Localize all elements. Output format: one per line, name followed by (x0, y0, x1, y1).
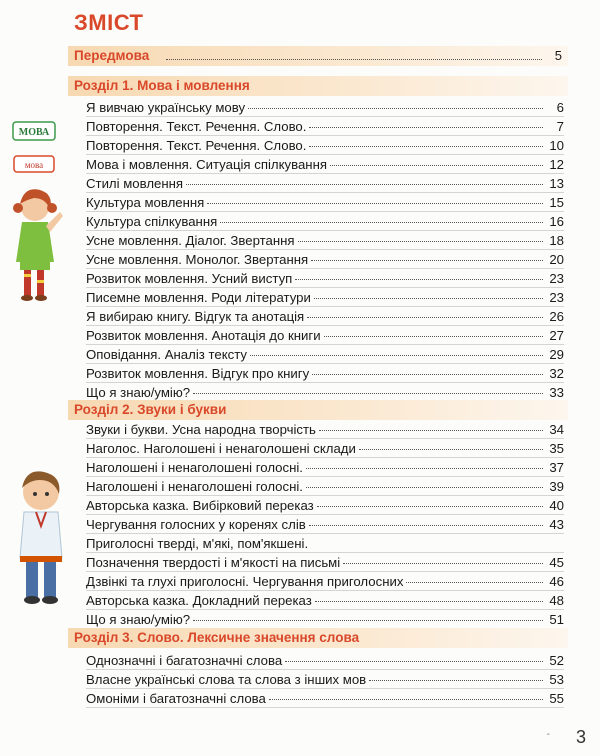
toc-entry[interactable] (86, 326, 564, 345)
toc-entry-leader (220, 222, 543, 223)
section-3-heading-bar[interactable] (68, 628, 568, 648)
preface-page: 5 (554, 48, 562, 63)
toc-entry[interactable] (86, 250, 564, 269)
toc-entry-page: 39 (549, 479, 564, 494)
toc-entry-page: 53 (549, 672, 564, 687)
toc-entry[interactable] (86, 458, 564, 477)
toc-entry-page: 52 (549, 653, 564, 668)
toc-entry-page: 40 (549, 498, 564, 513)
toc-entry-page: 23 (549, 271, 564, 286)
toc-entry-page: 29 (549, 347, 564, 362)
toc-entry[interactable] (86, 345, 564, 364)
toc-entry-title: Культура спілкування (86, 214, 218, 229)
toc-entry-title: Звуки і букви. Усна народна творчість (86, 422, 316, 437)
page-title: ЗМІСТ (74, 10, 144, 35)
toc-entry-page: 15 (549, 195, 564, 210)
toc-entry-page: 37 (549, 460, 564, 475)
toc-entry-title: Приголосні тверді, м'які, пом'якшені. (86, 536, 309, 551)
toc-entry-page: 43 (549, 517, 564, 532)
toc-entry-title: Що я знаю/умію? (86, 612, 191, 627)
toc-entry[interactable] (86, 136, 564, 155)
section-1-heading-bar[interactable] (68, 76, 568, 96)
toc-entry-leader (330, 165, 543, 166)
toc-entry-title: Наголос. Наголошені і ненаголошені склади (86, 441, 356, 456)
toc-entry-title: Власне українські слова та слова з інших мов (86, 672, 367, 687)
toc-entry-page: 27 (549, 328, 564, 343)
speech-bubble-1-text: МОВА (18, 127, 50, 138)
toc-entry-page: 13 (549, 176, 564, 191)
toc-entry-title: Розвиток мовлення. Відгук про книгу (86, 366, 310, 381)
toc-entry-leader (306, 487, 543, 488)
toc-entry-leader (359, 449, 543, 450)
section-1-list (86, 98, 564, 402)
toc-entry-title: Усне мовлення. Монолог. Звертання (86, 252, 309, 267)
boy-illustration (6, 466, 76, 606)
toc-entry-title: Мова і мовлення. Ситуація спілкування (86, 157, 327, 172)
toc-entry-leader (315, 601, 543, 602)
toc-entry[interactable] (86, 591, 564, 610)
toc-entry-title: Стилі мовлення (86, 176, 184, 191)
toc-entry-title: Однозначні і багатозначні слова (86, 653, 283, 668)
toc-entry[interactable] (86, 553, 564, 572)
toc-entry[interactable] (86, 477, 564, 496)
toc-entry-leader (186, 184, 543, 185)
speech-bubble-2-text: мова (24, 160, 44, 170)
toc-entry[interactable] (86, 515, 564, 534)
toc-entry-page: 33 (549, 385, 564, 400)
toc-entry-title: Що я знаю/умію? (86, 385, 191, 400)
toc-entry-title: Розвиток мовлення. Усний виступ (86, 271, 293, 286)
toc-entry-leader (309, 525, 543, 526)
toc-entry-page: 16 (549, 214, 564, 229)
toc-entry[interactable] (86, 364, 564, 383)
toc-entry-title: Наголошені і ненаголошені голосні. (86, 460, 303, 475)
toc-entry-title: Писемне мовлення. Роди літератури (86, 290, 311, 305)
toc-entry-leader (324, 336, 543, 337)
toc-entry-page: 51 (549, 612, 564, 627)
toc-entry-page: 18 (549, 233, 564, 248)
toc-entry[interactable] (86, 651, 564, 670)
toc-entry-page: 34 (549, 422, 564, 437)
section-2-heading-bar[interactable] (68, 400, 568, 420)
toc-entry-title: Культура мовлення (86, 195, 205, 210)
toc-entry[interactable] (86, 496, 564, 515)
toc-entry-leader (309, 146, 543, 147)
toc-entry-leader (312, 374, 543, 375)
page-number: 3 (575, 727, 586, 747)
toc-entry-leader (317, 506, 543, 507)
toc-entry-title: Повторення. Текст. Речення. Слово. (86, 138, 307, 153)
toc-entry-page: 46 (549, 574, 564, 589)
toc-entry-leader (193, 620, 543, 621)
toc-entry-title: Чергування голосних у коренях слів (86, 517, 306, 532)
toc-entry-leader (307, 317, 543, 318)
toc-entry[interactable] (86, 420, 564, 439)
toc-entry-title: Оповідання. Аналіз тексту (86, 347, 247, 362)
toc-entry-page: 32 (549, 366, 564, 381)
toc-entry-title: Розвиток мовлення. Анотація до книги (86, 328, 321, 343)
preface-dots (166, 59, 542, 60)
corner-mark: - (546, 729, 550, 740)
toc-entry-page: 12 (549, 157, 564, 172)
toc-entry-page: 55 (549, 691, 564, 706)
toc-entry[interactable] (86, 670, 564, 689)
toc-entry[interactable] (86, 269, 564, 288)
toc-entry-title: Дзвінкі та глухі приголосні. Чергування приголосних (86, 574, 404, 589)
toc-entry[interactable] (86, 98, 564, 117)
toc-entry-leader (319, 430, 543, 431)
toc-entry-page: 6 (556, 100, 564, 115)
toc-entry[interactable] (86, 193, 564, 212)
toc-entry-title: Авторська казка. Докладний переказ (86, 593, 312, 608)
toc-entry-leader (193, 393, 543, 394)
toc-entry-leader (306, 468, 543, 469)
toc-entry-leader (295, 279, 543, 280)
section-2-list (86, 420, 564, 629)
toc-entry-page: 26 (549, 309, 564, 324)
toc-entry-title: Наголошені і ненаголошені голосні. (86, 479, 303, 494)
toc-entry-leader (311, 260, 543, 261)
toc-entry-separator (86, 707, 564, 708)
toc-entry-title: Я вивчаю українську мову (86, 100, 246, 115)
toc-entry-leader (298, 241, 543, 242)
toc-entry[interactable] (86, 689, 564, 708)
toc-entry[interactable] (86, 212, 564, 231)
toc-entry[interactable] (86, 174, 564, 193)
section-3-heading: Розділ 3. Слово. Лексичне значення слова (74, 630, 360, 645)
toc-entry-page: 48 (549, 593, 564, 608)
toc-entry[interactable] (86, 439, 564, 458)
toc-entry-title: Повторення. Текст. Речення. Слово. (86, 119, 307, 134)
toc-entry-leader (269, 699, 543, 700)
toc-entry-page: 35 (549, 441, 564, 456)
toc-entry-page: 7 (556, 119, 564, 134)
toc-entry-leader (285, 661, 543, 662)
toc-entry-leader (314, 298, 543, 299)
toc-entry-page: 23 (549, 290, 564, 305)
toc-entry[interactable] (86, 307, 564, 326)
preface-bar[interactable] (68, 46, 568, 66)
toc-entry[interactable] (86, 231, 564, 250)
toc-entry[interactable] (86, 610, 564, 629)
section-1-heading: Розділ 1. Мова і мовлення (74, 78, 250, 93)
toc-entry[interactable] (86, 117, 564, 136)
preface-label: Передмова (74, 48, 150, 63)
toc-entry-page: 45 (549, 555, 564, 570)
toc-entry-page: 10 (549, 138, 564, 153)
toc-entry[interactable] (86, 288, 564, 307)
toc-entry-title: Авторська казка. Вибірковий переказ (86, 498, 314, 513)
toc-entry-leader (250, 355, 543, 356)
toc-entry-leader (248, 108, 543, 109)
toc-entry-page: 20 (549, 252, 564, 267)
toc-entry-leader (343, 563, 543, 564)
toc-entry-leader (369, 680, 543, 681)
toc-entry-title: Омоніми і багатозначні слова (86, 691, 266, 706)
toc-entry-title: Позначення твердості і м'якості на письмі (86, 555, 341, 570)
girl-illustration (0, 112, 80, 302)
section-2-heading: Розділ 2. Звуки і букви (74, 402, 227, 417)
toc-entry[interactable] (86, 534, 564, 553)
section-3-list (86, 651, 564, 708)
toc-entry-leader (406, 582, 543, 583)
toc-entry[interactable] (86, 155, 564, 174)
toc-entry-title: Усне мовлення. Діалог. Звертання (86, 233, 295, 248)
toc-entry-leader (309, 127, 543, 128)
toc-entry-leader (207, 203, 543, 204)
toc-entry[interactable] (86, 572, 564, 591)
toc-entry-title: Я вибираю книгу. Відгук та анотація (86, 309, 305, 324)
